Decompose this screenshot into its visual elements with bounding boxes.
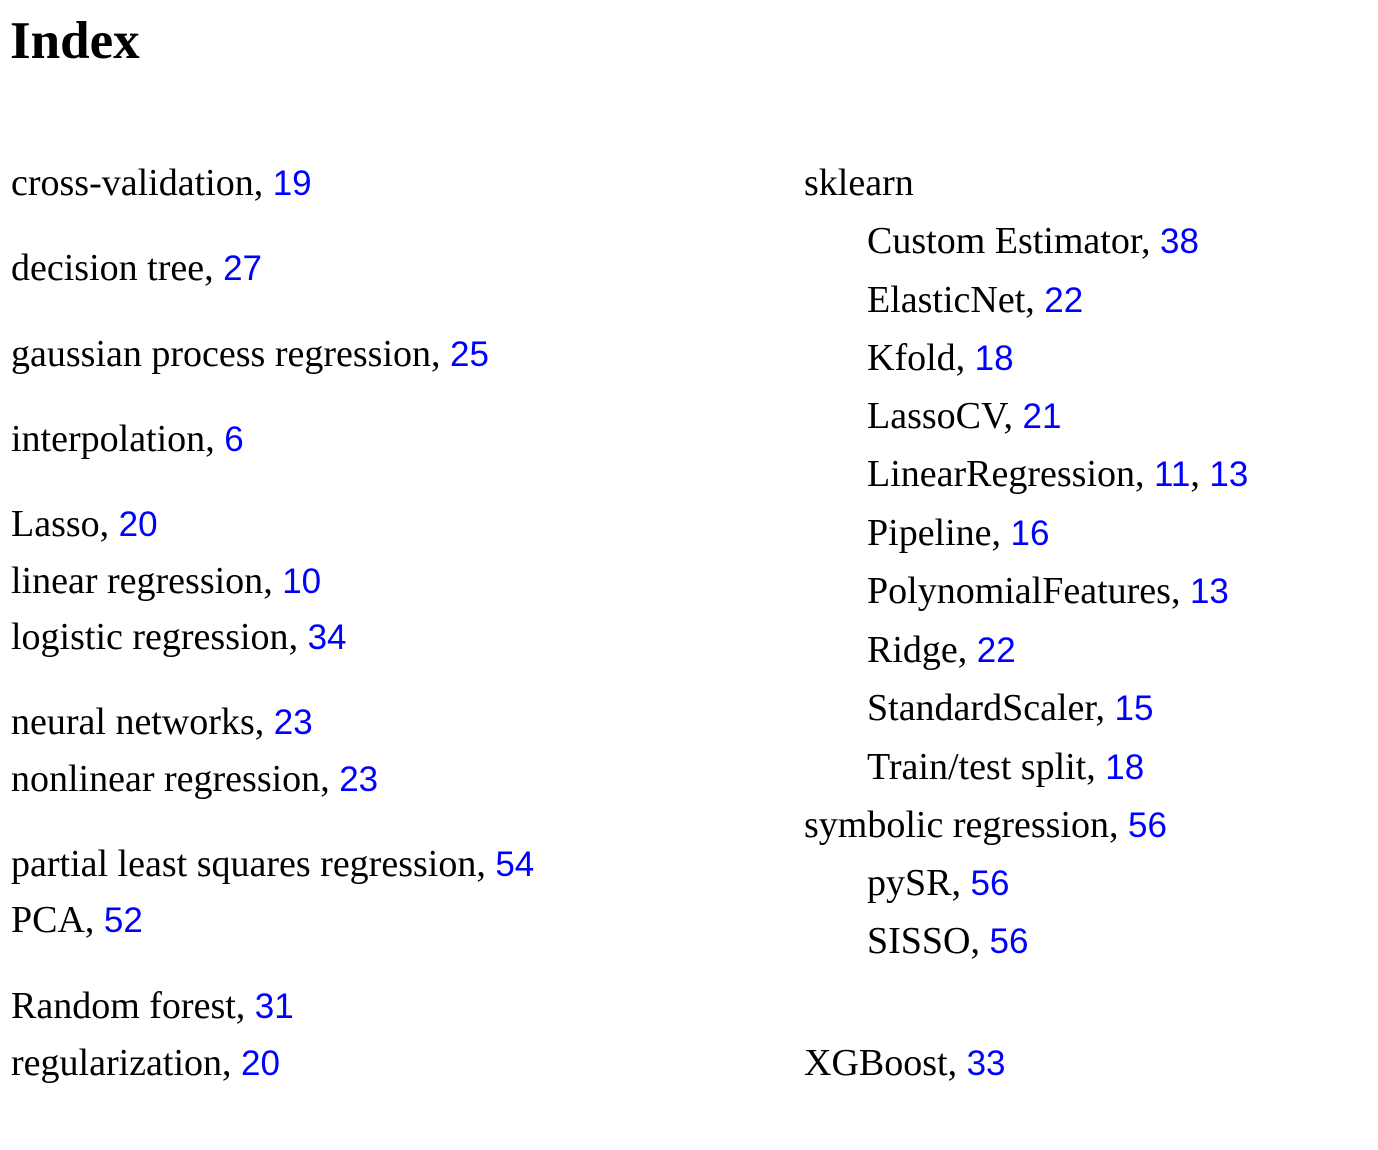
page-number-link[interactable]: 11 — [1154, 455, 1191, 494]
index-entry-symbolic-regression — [804, 802, 1167, 849]
index-term: neural networks — [11, 701, 255, 743]
index-entry-gaussian-process-regression — [11, 331, 489, 378]
index-term: Custom Estimator — [867, 220, 1141, 262]
page-number-link[interactable]: 56 — [989, 922, 1029, 961]
index-term: LinearRegression — [867, 453, 1136, 495]
index-separator: , — [955, 337, 975, 379]
index-separator: , — [263, 560, 283, 602]
page-number-link[interactable]: 18 — [974, 339, 1014, 378]
index-term: sklearn — [804, 162, 914, 204]
page-number-link[interactable]: 25 — [450, 335, 489, 374]
index-term: linear regression — [11, 560, 264, 602]
index-separator: , — [1086, 746, 1106, 788]
index-separator: , — [951, 862, 971, 904]
page-number-link[interactable]: 10 — [282, 562, 322, 601]
index-subentry-pysr — [867, 860, 1009, 907]
index-entry-logistic-regression — [11, 614, 347, 661]
index-subentry-linearregression — [867, 451, 1248, 498]
page-number-link[interactable]: 18 — [1105, 748, 1145, 787]
page-number-link[interactable]: 13 — [1209, 455, 1249, 494]
index-separator: , — [235, 985, 255, 1027]
index-term: Lasso — [11, 503, 100, 545]
page-number-link[interactable]: 23 — [339, 760, 379, 799]
index-subentry-lassocv — [867, 393, 1061, 440]
index-term: interpolation — [11, 418, 206, 460]
index-entry-nonlinear-regression — [11, 756, 378, 803]
page-number-link[interactable]: 13 — [1189, 572, 1229, 611]
index-entry-cross-validation — [11, 160, 312, 207]
index-term: Pipeline — [867, 512, 992, 554]
index-entry-lasso — [11, 501, 158, 548]
index-separator: , — [970, 920, 990, 962]
index-term: decision tree — [11, 247, 205, 289]
index-separator: , — [991, 512, 1011, 554]
index-term: PolynomialFeatures — [867, 570, 1171, 612]
index-separator: , — [1190, 453, 1210, 495]
index-separator: , — [1140, 220, 1160, 262]
index-subentry-ridge — [867, 627, 1016, 674]
index-subentry-kfold — [867, 335, 1014, 382]
index-separator: , — [84, 899, 104, 941]
page-number-link[interactable]: 15 — [1114, 689, 1154, 728]
index-separator: , — [288, 616, 308, 658]
index-term: Random forest — [11, 985, 236, 1027]
index-subentry-pipeline — [867, 510, 1049, 557]
index-subentry-elasticnet — [867, 277, 1083, 324]
page-number-link[interactable]: 27 — [223, 249, 263, 288]
index-term: Kfold — [867, 337, 956, 379]
page-number-link[interactable]: 21 — [1022, 397, 1062, 436]
index-entry-partial-least-squares-regression — [11, 841, 534, 888]
page-number-link[interactable]: 56 — [1128, 806, 1167, 845]
page-number-link[interactable]: 22 — [1044, 281, 1084, 320]
index-term: regularization — [11, 1042, 223, 1084]
index-separator: , — [947, 1042, 967, 1084]
page-number-link[interactable]: 54 — [495, 845, 535, 884]
index-entry-interpolation — [11, 416, 244, 463]
page-number-link[interactable]: 34 — [307, 618, 347, 657]
index-term: Train/test split — [867, 746, 1087, 788]
index-entry-pca — [11, 897, 143, 944]
index-term: PCA — [11, 899, 85, 941]
page-number-link[interactable]: 38 — [1159, 222, 1199, 261]
index-subentry-custom-estimator — [867, 218, 1199, 265]
index-separator: , — [476, 843, 496, 885]
index-term: LassoCV — [867, 395, 1004, 437]
index-term: logistic regression — [11, 616, 289, 658]
index-separator: , — [99, 503, 119, 545]
page-number-link[interactable]: 56 — [970, 864, 1010, 903]
index-entry-random-forest — [11, 983, 294, 1030]
index-term: nonlinear regression — [11, 758, 321, 800]
index-term: partial least squares regression — [11, 843, 477, 885]
index-term: Ridge — [867, 629, 958, 671]
index-separator: , — [204, 247, 224, 289]
page-title: Index — [10, 12, 140, 70]
index-separator: , — [957, 629, 977, 671]
index-term: gaussian process regression — [11, 333, 432, 375]
index-subentry-sisso — [867, 918, 1028, 965]
index-separator: , — [205, 418, 225, 460]
index-separator: , — [431, 333, 451, 375]
page-number-link[interactable]: 16 — [1010, 514, 1050, 553]
index-separator: , — [320, 758, 340, 800]
index-term: pySR — [867, 862, 952, 904]
page-number-link[interactable]: 52 — [103, 901, 143, 940]
index-term: symbolic regression — [804, 804, 1110, 846]
index-subentry-standardscaler — [867, 685, 1153, 732]
index-separator: , — [1095, 687, 1115, 729]
index-term: SISSO — [867, 920, 971, 962]
index-separator: , — [254, 701, 274, 743]
index-separator: , — [1135, 453, 1155, 495]
index-separator: , — [1170, 570, 1190, 612]
index-entry-regularization — [11, 1040, 280, 1087]
page-number-link[interactable]: 33 — [966, 1044, 1006, 1083]
index-separator: , — [1109, 804, 1129, 846]
index-term: ElasticNet — [867, 279, 1026, 321]
page-number-link[interactable]: 23 — [273, 703, 313, 742]
index-term: XGBoost — [804, 1042, 948, 1084]
index-subentry-train-test-split — [867, 744, 1144, 791]
index-term: StandardScaler — [867, 687, 1096, 729]
index-entry-sklearn — [804, 160, 914, 206]
index-term: cross-validation — [11, 162, 254, 204]
page-number-link[interactable]: 20 — [241, 1044, 280, 1083]
page-number-link[interactable]: 20 — [118, 505, 158, 544]
page-number-link[interactable]: 19 — [272, 164, 312, 203]
index-entry-xgboost — [804, 1040, 1006, 1087]
index-separator: , — [253, 162, 273, 204]
index-entry-neural-networks — [11, 699, 313, 746]
index-entry-linear-regression — [11, 558, 321, 605]
page-number-link[interactable]: 31 — [254, 987, 294, 1026]
page-number-link[interactable]: 6 — [224, 420, 244, 459]
index-separator: , — [1025, 279, 1045, 321]
index-separator: , — [222, 1042, 242, 1084]
index-subentry-polynomialfeatures — [867, 568, 1229, 615]
index-separator: , — [1003, 395, 1023, 437]
index-entry-decision-tree — [11, 245, 262, 292]
page-number-link[interactable]: 22 — [976, 631, 1016, 670]
